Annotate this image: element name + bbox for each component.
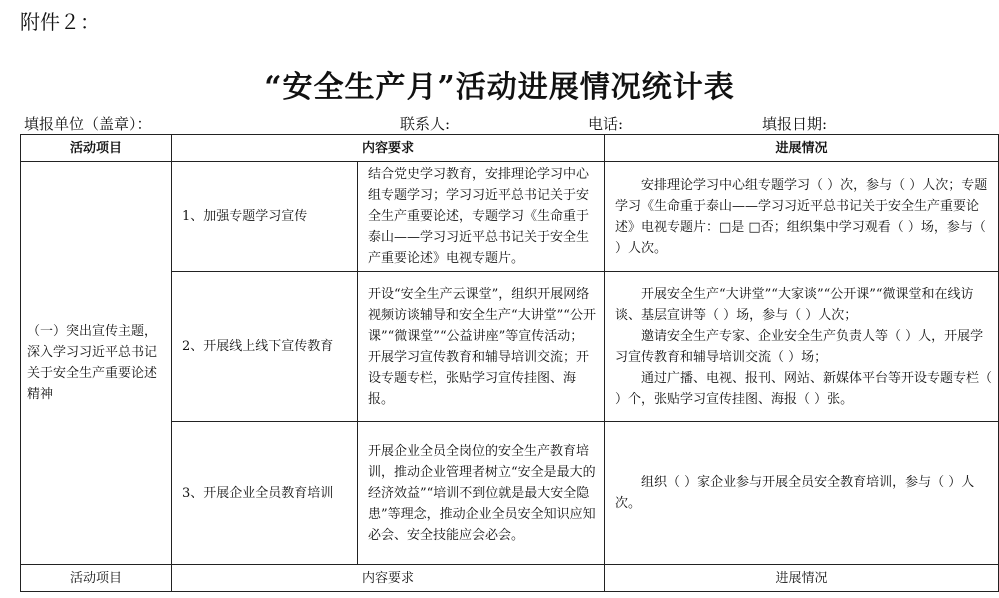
meta-contact: 联系人: [400, 115, 451, 133]
progress-line: 组织（ ）家企业参与开展全员安全教育培训，参与（ ）人次。 [615, 475, 975, 511]
item-cell: 1、加强专题学习宣传 [172, 162, 358, 272]
progress-line: 安排理论学习中心组专题学习（ ）次，参与（ ）人次；专题学习《生命重于泰山——学习习近平总书记关于安全生产重要论述》电视专题片：□是 □否；组织集中学习观看（ ）场，参与（ ）人次。 [615, 177, 988, 256]
footer-progress: 进展情况 [605, 565, 999, 592]
category-cell: （一）突出宣传主题，深入学习习近平总书记关于安全生产重要论述精神 [21, 162, 172, 565]
requirement-cell: 开设“安全生产云课堂”，组织开展网络视频访谈辅导和安全生产“大讲堂”“公开课”“微课堂”“公益讲座”等宣传活动；开展学习宣传教育和辅导培训交流；开设专题专栏，张贴学习宣传挂图、海报。 [358, 272, 605, 422]
table-row [21, 162, 999, 272]
progress-cell [605, 162, 999, 272]
requirement-cell: 结合党史学习教育，安排理论学习中心组专题学习；学习习近平总书记关于安全生产重要论述，专题学习《生命重于泰山——学习习近平总书记关于安全生产重要论述》电视专题片。 [358, 162, 605, 272]
progress-line: 通过广播、电视、报刊、网站、新媒体平台等开设专题专栏（ ）个，张贴学习宣传挂图、海报（ ）张。 [615, 370, 993, 407]
item-cell: 3、开展企业全员教育培训 [172, 422, 358, 565]
header-requirement: 内容要求 [172, 135, 605, 162]
requirement-cell: 开展企业全员全岗位的安全生产教育培训，推动企业管理者树立“安全是最大的经济效益”“培训不到位就是最大安全隐患”等理念，推动企业全员安全知识应知必会、安全技能应会必会。 [358, 422, 605, 565]
table-header-row [21, 135, 999, 162]
meta-date: 填报日期: [762, 115, 828, 133]
meta-phone: 电话: [588, 115, 624, 133]
progress-cell [605, 272, 999, 422]
footer-activity: 活动项目 [21, 565, 172, 592]
meta-unit: 填报单位（盖章）： [24, 115, 152, 133]
progress-cell [605, 422, 999, 565]
header-activity: 活动项目 [21, 135, 172, 162]
page-title: “安全生产月”活动进展情况统计表 [264, 70, 735, 105]
attachment-label: 附件２： [20, 10, 100, 34]
table-footer-row [21, 565, 999, 592]
progress-line: 邀请安全生产专家、企业安全生产负责人等（ ）人，开展学习宣传教育和辅导培训交流（ ）场； [615, 328, 984, 365]
item-cell: 2、开展线上线下宣传教育 [172, 272, 358, 422]
progress-table [20, 134, 999, 592]
progress-line: 开展安全生产“大讲堂”“大家谈”“公开课”“微课堂和在线访谈、基层宣讲等（ ）场，参与（ ）人次； [615, 286, 974, 323]
header-progress: 进展情况 [605, 135, 999, 162]
footer-requirement: 内容要求 [172, 565, 605, 592]
